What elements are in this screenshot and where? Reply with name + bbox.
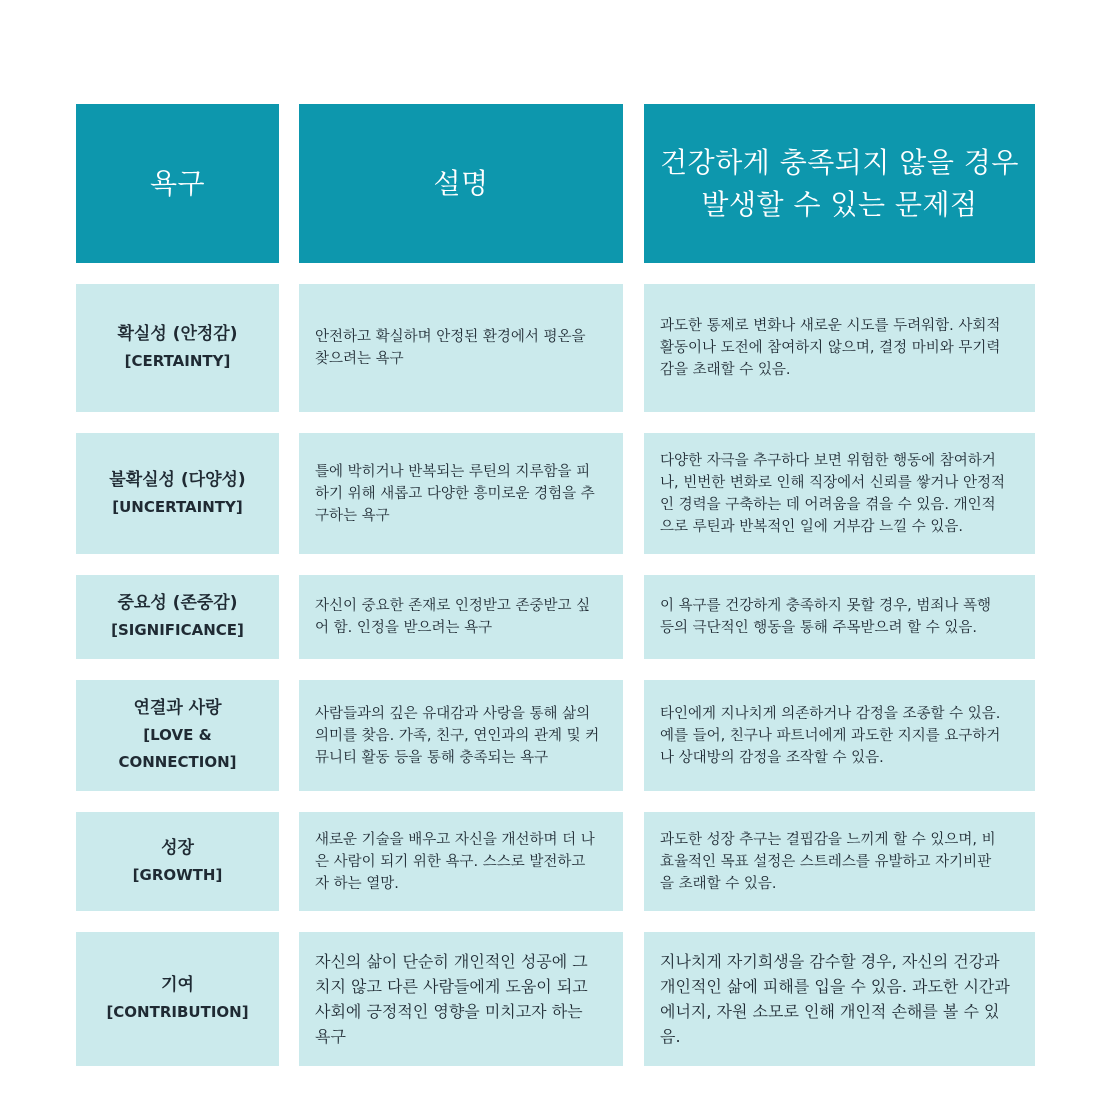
description-cell	[299, 680, 623, 791]
need-cell	[76, 812, 279, 911]
need-name-en: [SIGNIFICANCE]	[111, 621, 244, 639]
header-need	[76, 104, 279, 263]
need-name-en: [LOVE & CONNECTION]	[118, 726, 237, 771]
header-problems-label: 건강하게 충족되지 않을 경우 발생할 수 있는 문제점	[660, 145, 1019, 221]
header-problems	[644, 104, 1035, 263]
description-cell	[299, 433, 623, 554]
problems-text: 과도한 성장 추구는 결핍감을 느끼게 할 수 있으며, 비 효율적인 목표 설정은 스트레스를 유발하고 자기비판 을 초래할 수 있음.	[660, 831, 996, 892]
need-name-en: [CONTRIBUTION]	[106, 1003, 249, 1021]
need-name-ko: 중요성 (존중감)	[117, 593, 238, 613]
description-cell	[299, 812, 623, 911]
need-cell	[76, 284, 279, 412]
need-name-en: [GROWTH]	[132, 865, 223, 884]
header-need-label: 욕구	[149, 166, 206, 200]
need-name-ko: 확실성 (안정감)	[117, 324, 238, 344]
description-text: 새로운 기술을 배우고 자신을 개선하며 더 나 은 사람이 되기 위한 욕구. 스스로 발전하고 자 하는 열망.	[315, 831, 595, 892]
description-text: 자신이 중요한 존재로 인정받고 존중받고 싶 어 함. 인정을 받으려는 욕구	[315, 598, 591, 636]
problems-cell	[644, 575, 1035, 659]
need-name-ko: 불확실성 (다양성)	[109, 469, 246, 490]
problems-text: 이 욕구를 건강하게 충족하지 못할 경우, 범죄나 폭행 등의 극단적인 행동을 통해 주목받으려 할 수 있음.	[660, 598, 992, 636]
problems-text: 타인에게 지나치게 의존하거나 감정을 조종할 수 있음. 예를 들어, 친구나 파트너에게 과도한 지지를 요구하거 나 상대방의 감정을 조작할 수 있음.	[660, 705, 1001, 766]
need-cell	[76, 575, 279, 659]
problems-text: 다양한 자극을 추구하다 보면 위험한 행동에 참여하거 나, 빈번한 변화로 인해 직장에서 신뢰를 쌓거나 안정적 인 경력을 구축하는 데 어려움을 겪을 수 있음. 개인적 으로 루틴과 반복적인 일에 거부감 느낄 수 있음.	[660, 452, 1006, 535]
problems-text: 과도한 통제로 변화나 새로운 시도를 두려워함. 사회적 활동이나 도전에 참여하지 않으며, 결정 마비와 무기력 감을 초래할 수 있음.	[660, 318, 1001, 378]
header-description-label: 설명	[433, 166, 489, 200]
need-cell	[76, 433, 279, 554]
problems-cell	[644, 932, 1035, 1066]
need-name-en: [CERTAINTY]	[124, 352, 231, 370]
need-cell	[76, 680, 279, 791]
need-cell	[76, 932, 279, 1066]
problems-text: 지나치게 자기희생을 감수할 경우, 자신의 건강과 개인적인 삶에 피해를 입을 수 있음. 과도한 시간과 에너지, 자원 소모로 인해 개인적 손해를 볼 수 있 음.	[660, 952, 1010, 1046]
description-text: 안전하고 확실하며 안정된 환경에서 평온을 찾으려는 욕구	[315, 329, 586, 367]
description-text: 사람들과의 깊은 유대감과 사랑을 통해 삶의 의미를 찾음. 가족, 친구, 연인과의 관계 및 커 뮤니티 활동 등을 통해 충족되는 욕구	[315, 705, 600, 766]
description-text: 자신의 삶이 단순히 개인적인 성공에 그 치지 않고 다른 사람들에게 도움이 되고 사회에 긍정적인 영향을 미치고자 하는 욕구	[315, 952, 588, 1046]
problems-cell	[644, 284, 1035, 412]
need-name-en: [UNCERTAINTY]	[112, 497, 243, 516]
need-name-ko: 기여	[161, 975, 194, 995]
problems-cell	[644, 680, 1035, 791]
description-cell	[299, 575, 623, 659]
problems-cell	[644, 812, 1035, 911]
description-cell	[299, 932, 623, 1066]
header-description	[299, 104, 623, 263]
description-text: 틀에 박히거나 반복되는 루틴의 지루함을 피 하기 위해 새롭고 다양한 흥미로운 경험을 추 구하는 욕구	[315, 463, 595, 524]
need-name-ko: 성장	[161, 837, 194, 858]
description-cell	[299, 284, 623, 412]
need-name-ko: 연결과 사랑	[133, 698, 222, 718]
problems-cell	[644, 433, 1035, 554]
